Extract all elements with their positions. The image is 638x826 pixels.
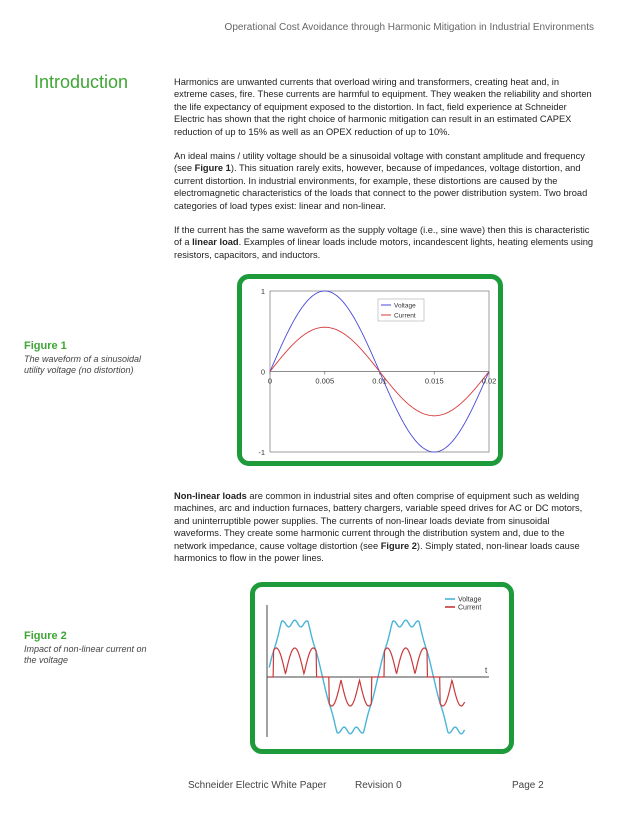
linear-load-term: linear load [192, 237, 239, 248]
footer-revision: Revision 0 [355, 780, 402, 791]
paragraph-4 [174, 490, 594, 564]
figure-2-caption: Impact of non-linear current on the voltage [24, 644, 147, 665]
body-text-bottom [174, 490, 594, 564]
x-tick-label: 0.02 [481, 376, 497, 386]
figure-2-frame [250, 582, 514, 754]
figure-1-caption: The waveform of a sinusoidal utility voltage (no distortion) [24, 354, 142, 375]
y-tick-label: -1 [258, 448, 265, 457]
y-tick-label: 1 [260, 287, 265, 296]
running-header: Operational Cost Avoidance through Harmonic Mitigation in Industrial Environments [224, 22, 594, 33]
paragraph-3 [174, 224, 594, 261]
paragraph-2-text-b: ). This situation rarely exits, however, because of impedances, voltage distortion, and current distortion. In industrial environments, for example, these distortions are caused by the electromagnetic characteristics of the loads that connect to the power distribution system. Two broad categories of load types exist: linear and non-linear. [174, 163, 588, 211]
figure-1-label: Figure 1 [24, 340, 67, 352]
x-tick-label: 0.01 [372, 376, 387, 386]
section-title: Introduction [34, 72, 129, 92]
y-tick-label: 0 [260, 367, 265, 377]
figure-1-reference: Figure 1 [194, 163, 231, 174]
non-linear-loads-term: Non-linear loads [174, 491, 247, 501]
legend-entry: Voltage [458, 596, 482, 604]
legend-entry: Current [458, 604, 482, 612]
paragraph-4-text-b: ). Simply stated, non-linear loads cause harmonics to flow in the power lines. [174, 540, 580, 564]
paragraph-3-text-a: If the current has the same waveform as the supply voltage (i.e., sine wave) then this is characteristic of a [174, 225, 590, 248]
figure-2-label: Figure 2 [24, 630, 67, 642]
x-tick-label: 0.015 [424, 376, 444, 386]
paragraph-2 [174, 150, 594, 212]
footer-page-number: Page 2 [512, 780, 544, 791]
figure-1-frame [237, 274, 503, 466]
paragraph-4-text-a: are common in industrial sites and often comprise of equipment such as welding machines, arc and induction furnaces, battery chargers, variable speed drives for AC or DC motors, and uninterruptible power supplies. The currents of non-linear loads deviate from sinusoidal waveforms. They create some harmonic current through the distribution system and, due to the network impedance, cause voltage distortion (see [174, 491, 583, 551]
x-tick-label: 0.005 [315, 376, 335, 386]
legend-entry: Current [394, 312, 416, 320]
paragraph-2-text-a: An ideal mains / utility voltage should be a sinusoidal voltage with constant amplitude and frequency (see [174, 151, 585, 174]
footer-publisher: Schneider Electric White Paper [188, 780, 327, 791]
figure-1-chart [242, 279, 498, 461]
paragraph-3-text-b: . Examples of linear loads include motors, incandescent lights, heating elements using resistors, capacitors, and inductors. [174, 237, 594, 260]
body-text-top [174, 76, 594, 261]
legend-entry: Voltage [394, 302, 416, 310]
x-axis-label: t [485, 666, 488, 675]
figure-2-chart [255, 587, 509, 749]
figure-2-reference: Figure 2 [380, 540, 417, 551]
paragraph-1: Harmonics are unwanted currents that overload wiring and transformers, creating heat and, in extreme cases, fire. These currents are harmful to equipment. They weaken the reliability and shorten the life expectancy of equipment exposed to the distortion. In fact, field experience at Schneider Electric has shown that the right choice of harmonic mitigation can result in an estimated CAPEX reduction of up to 15% as well as an OPEX reduction of up to 10%. [174, 77, 592, 137]
x-tick-label: 0 [267, 376, 273, 386]
